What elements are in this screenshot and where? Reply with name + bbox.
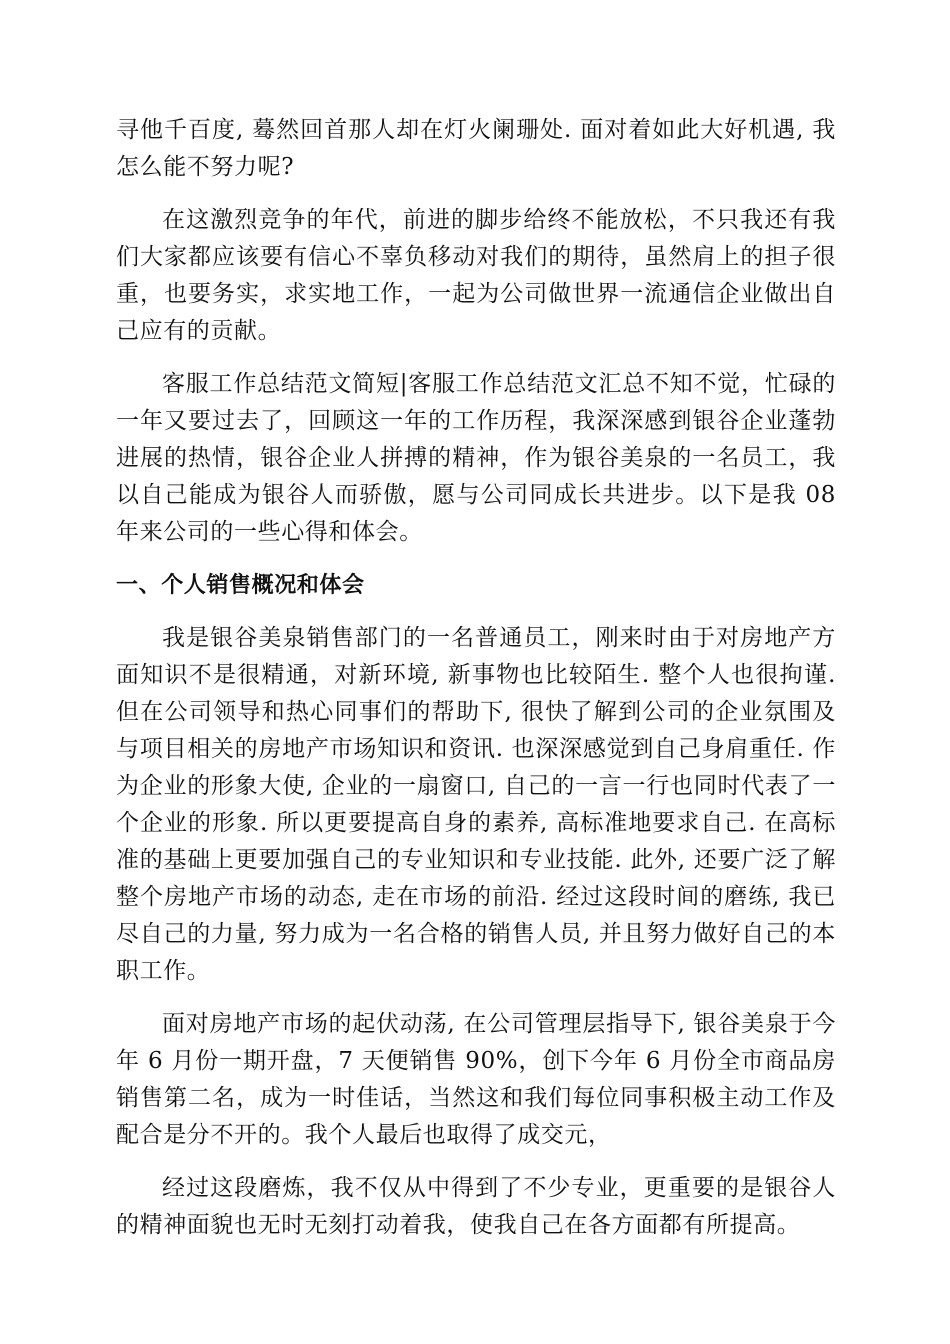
paragraph-continuation: 寻他千百度, 蓦然回首那人却在灯火阑珊处. 面对着如此大好机遇, 我怎么能不努力呢? (116, 117, 836, 180)
paragraph-spacer (116, 350, 836, 366)
paragraph-spacer (116, 186, 836, 202)
paragraph-spacer (116, 1154, 836, 1170)
paragraph-sales-experience: 我是银谷美泉销售部门的一名普通员工，刚来时由于对房地产方面知识不是很精通，对新环境, 新事物也比较陌生. 整个人也很拘谨. 但在公司领导和热心同事们的帮助下, 很快了解到公司的企业氛围及与项目相关的房地产市场知识和资讯. 也深深感觉到自己身肩重任. 作为企业的形象大使, 企业的一扇窗口, 自己的一言一行也同时代表了一个企业的形象. 所以更要提高自身的素养, 高标准地要求自己. 在高标准的基础上更要加强自己的专业知识和专业技能. 此外, 还要广泛了解整个房地产市场的动态, 走在市场的前沿. 经过这段时间的磨练, 我已尽自己的力量, 努力成为一名合格的销售人员, 并且努力做好自己的本职工作。 (116, 625, 836, 984)
document-body (116, 112, 836, 1244)
paragraph-commitment: 在这激烈竞争的年代，前进的脚步给终不能放松，不只我还有我们大家都应该要有信心不辜负移动对我们的期待，虽然肩上的担子很重，也要务实，求实地工作，一起为公司做世界一流通信企业做出自己应有的贡献。 (116, 207, 836, 344)
paragraph-spacer (116, 604, 836, 620)
paragraph-sales-results: 面对房地产市场的起伏动荡, 在公司管理层指导下, 银谷美泉于今年 6 月份一期开盘，7 天便销售 90%，创下今年 6 月份全市商品房销售第二名，成为一时佳话，当然这和我们每位同事积极主动工作及配合是分不开的。我个人最后也取得了成交元， (116, 1011, 836, 1148)
paragraph-reflection: 经过这段磨炼，我不仅从中得到了不少专业，更重要的是银谷人的精神面貌也无时无刻打动着我，使我自己在各方面都有所提高。 (116, 1175, 836, 1238)
paragraph-spacer (116, 551, 836, 567)
paragraph-spacer (116, 990, 836, 1006)
paragraph-summary-intro: 客服工作总结范文简短|客服工作总结范文汇总不知不觉，忙碌的一年又要过去了，回顾这一年的工作历程，我深深感到银谷企业蓬勃进展的热情，银谷企业人拼搏的精神，作为银谷美泉的一名员工，我以自己能成为银谷人而骄傲，愿与公司同成长共进步。以下是我 08 年来公司的一些心得和体会。 (116, 371, 836, 545)
section-heading: 一、个人销售概况和体会 (116, 573, 365, 598)
